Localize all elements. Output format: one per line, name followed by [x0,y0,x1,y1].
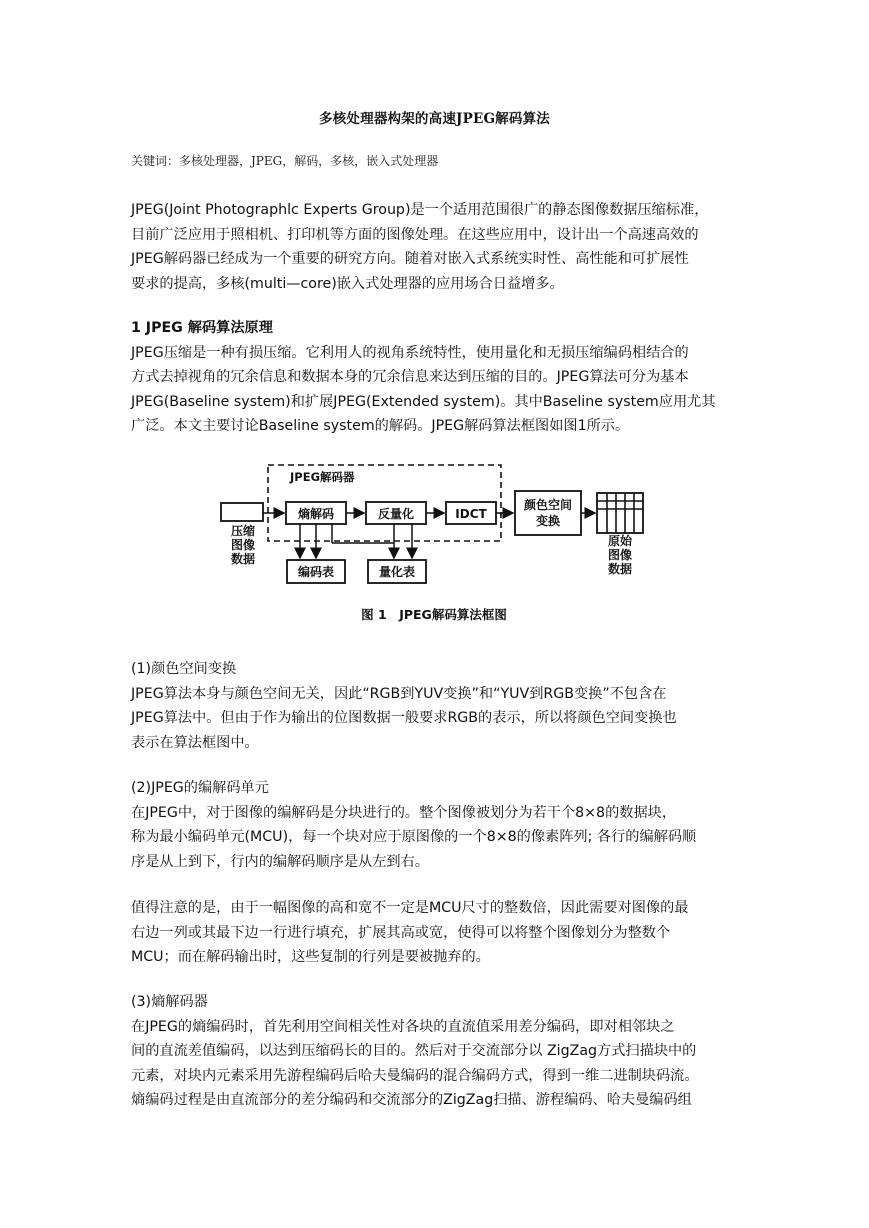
subsection-2-line: 在JPEG中，对于图像的编解码是分块进行的。整个图像被划分为若干个8×8的数据块， [131,804,677,821]
subsection-2-heading: (2)JPEG的编解码单元 [131,780,269,796]
section-1-line: JPEG压缩是一种有损压缩。它利用人的视角系统特性，使用量化和无损压缩编码相结合的 [131,344,689,361]
subsection-1-heading: (1)颜色空间变换 [131,661,237,677]
subsection-1-line: JPEG算法本身与颜色空间无关，因此“RGB到YUV变换”和“YUV到RGB变换”不包含在 [131,685,667,702]
color-transform-label-1: 颜色空间 [523,498,573,512]
subsection-3-heading: (3)熵解码器 [131,994,208,1010]
subsection-1-line: 表示在算法框图中。 [131,734,259,751]
note-line: 右边一列或其最下边一行进行填充，扩展其高或宽，使得可以将整个图像划分为整数个 [131,924,671,941]
output-label-1: 原始 [607,534,633,548]
input-label-2: 图像 [230,538,256,552]
subsection-2 [131,776,741,874]
code-table-label: 编码表 [297,565,335,579]
section-1-line: 方式去掉视角的冗余信息和数据本身的冗余信息来达到压缩的目的。JPEG算法可分为基本 [131,369,689,386]
output-label-3: 数据 [607,562,633,576]
output-grid-box [597,493,643,533]
section-1-line: 广泛。本文主要讨论Baseline system的解码。JPEG解码算法框图如图1所示。 [131,418,630,435]
note-line: MCU；而在解码输出时，这些复制的行列是要被抛弃的。 [131,949,490,966]
subsection-3-line: 熵编码过程是由直流部分的差分编码和交流部分的ZigZag扫描、游程编码、哈夫曼编码组 [131,1092,692,1109]
decoder-group-label: JPEG解码器 [290,470,355,484]
idct-label: IDCT [455,507,487,521]
subsection-1 [131,657,741,755]
input-box [221,503,263,521]
output-grid-lines [597,493,643,533]
entropy-decode-label: 熵解码 [297,507,335,521]
note-paragraph [131,896,741,970]
note-line: 值得注意的是，由于一幅图像的高和宽不一定是MCU尺寸的整数倍，因此需要对图像的最 [131,900,689,916]
color-transform-label-2: 变换 [535,514,561,528]
intro-line: 目前广泛应用于照相机、打印机等方面的图像处理。在这些应用中，设计出一个高速高效的 [131,226,699,243]
figure-caption: 图 1 JPEG解码算法框图 [361,607,507,622]
subsection-3-line: 在JPEG的熵编码时，首先利用空间相关性对各块的直流值采用差分编码，即对相邻块之 [131,1018,675,1035]
intro-line: 要求的提高，多核(multi—core)嵌入式处理器的应用场合日益增多。 [131,275,564,292]
subsection-3-line: 元素，对块内元素采用先游程编码后哈夫曼编码的混合编码方式，得到一维二进制块码流。 [131,1067,699,1084]
intro-paragraph [131,198,741,296]
jpeg-decoder-block-diagram [0,455,869,635]
output-label-2: 图像 [607,548,633,562]
subsection-2-line: 序是从上到下，行内的编解码顺序是从左到右。 [131,853,429,870]
document-title: 多核处理器构架的高速JPEG解码算法 [319,111,550,127]
subsection-2-line: 称为最小编码单元(MCU)，每一个块对应于原图像的一个8×8的像素阵列; 各行的编解码顺 [131,829,697,846]
dequantize-label: 反量化 [377,507,415,521]
quant-table-label: 量化表 [378,565,416,579]
input-label-1: 压缩 [230,524,256,538]
input-label-3: 数据 [230,552,256,566]
intro-line: JPEG解码器已经成为一个重要的研究方向。随着对嵌入式系统实时性、高性能和可扩展性 [131,251,689,268]
section-1-heading: 1 JPEG 解码算法原理 [131,320,273,336]
subsection-3-line: 间的直流差值编码，以达到压缩码长的目的。然后对于交流部分以 ZigZag方式扫描块中的 [131,1043,697,1060]
intro-line: JPEG(Joint Photographlc Experts Group)是一个适用范围很广的静态图像数据压缩标准， [131,202,709,218]
section-1-line: JPEG(Baseline system)和扩展JPEG(Extended system)。其中Baseline system应用尤其 [131,393,716,410]
section-1 [131,316,741,439]
subsection-1-line: JPEG算法中。但由于作为输出的位图数据一般要求RGB的表示，所以将颜色空间变换也 [131,710,677,727]
subsection-3 [131,990,741,1113]
keywords-line: 关键词：多核处理器，JPEG，解码，多核，嵌入式处理器 [131,154,439,168]
